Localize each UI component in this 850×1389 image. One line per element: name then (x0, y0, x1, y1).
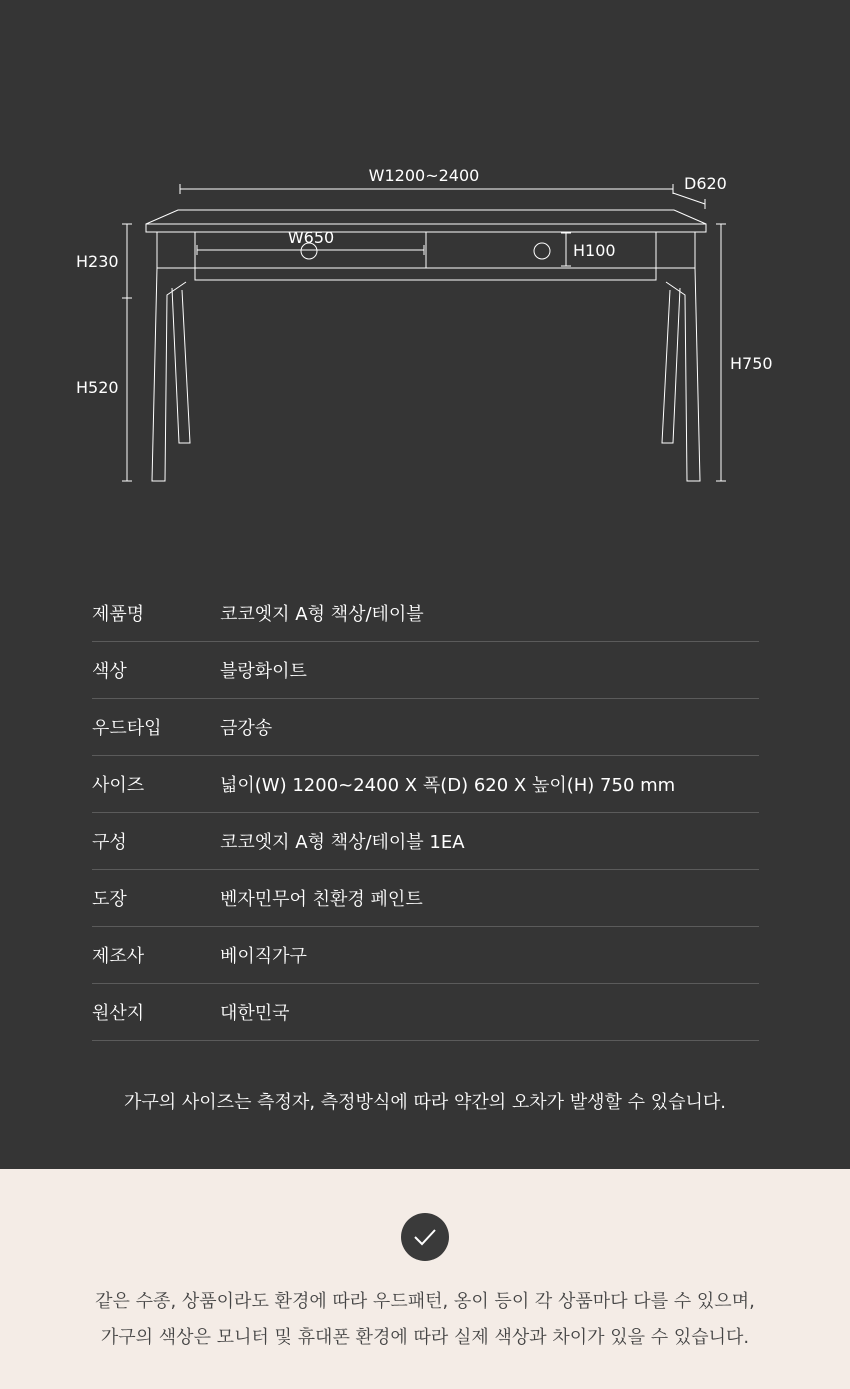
size-note: 가구의 사이즈는 측정자, 측정방식에 따라 약간의 오차가 발생할 수 있습니다. (124, 1092, 726, 1113)
spec-label: 제조사 (92, 946, 145, 967)
leg-height-label: H520 (76, 378, 119, 397)
apron-height-label: H230 (76, 252, 119, 271)
spec-label: 도장 (92, 889, 127, 910)
spec-label: 원산지 (92, 1003, 145, 1024)
spec-value: 벤자민무어 친환경 페인트 (220, 889, 423, 910)
spec-label: 구성 (92, 832, 127, 853)
drawer-height-label: H100 (573, 241, 616, 260)
spec-value: 베이직가구 (220, 946, 307, 967)
notice-section (0, 1169, 850, 1389)
notice-line-2: 가구의 색상은 모니터 및 휴대폰 환경에 따라 실제 색상과 차이가 있을 수 있습니다. (100, 1327, 750, 1348)
width-label: W1200~2400 (368, 166, 480, 185)
drawer-width-label: W650 (287, 228, 335, 247)
depth-label: D620 (684, 174, 727, 193)
spec-row-composition (92, 813, 759, 870)
spec-value: 코코엣지 A형 책상/테이블 (220, 604, 424, 625)
spec-row-finish (92, 870, 759, 927)
spec-row-origin (92, 984, 759, 1041)
spec-row-wood-type (92, 699, 759, 756)
spec-label: 제품명 (92, 604, 145, 625)
spec-row-color (92, 642, 759, 699)
spec-value: 금강송 (220, 718, 273, 739)
spec-label: 사이즈 (92, 775, 145, 796)
total-height-label: H750 (730, 354, 773, 373)
notice-line-1: 같은 수종, 상품이라도 환경에 따라 우드패턴, 옹이 등이 각 상품마다 다를 수 있으며, (95, 1291, 755, 1312)
spec-table (92, 585, 759, 1041)
spec-value: 블랑화이트 (220, 661, 307, 682)
check-icon (401, 1213, 449, 1261)
desk-dimension-diagram (0, 0, 850, 560)
spec-row-size (92, 756, 759, 813)
spec-row-product-name (92, 585, 759, 642)
spec-value: 대한민국 (220, 1003, 290, 1024)
spec-label: 색상 (92, 661, 127, 682)
spec-value: 넓이(W) 1200~2400 X 폭(D) 620 X 높이(H) 750 mm (220, 775, 676, 796)
spec-value: 코코엣지 A형 책상/테이블 1EA (220, 832, 465, 853)
spec-row-manufacturer (92, 927, 759, 984)
spec-label: 우드타입 (92, 718, 162, 739)
